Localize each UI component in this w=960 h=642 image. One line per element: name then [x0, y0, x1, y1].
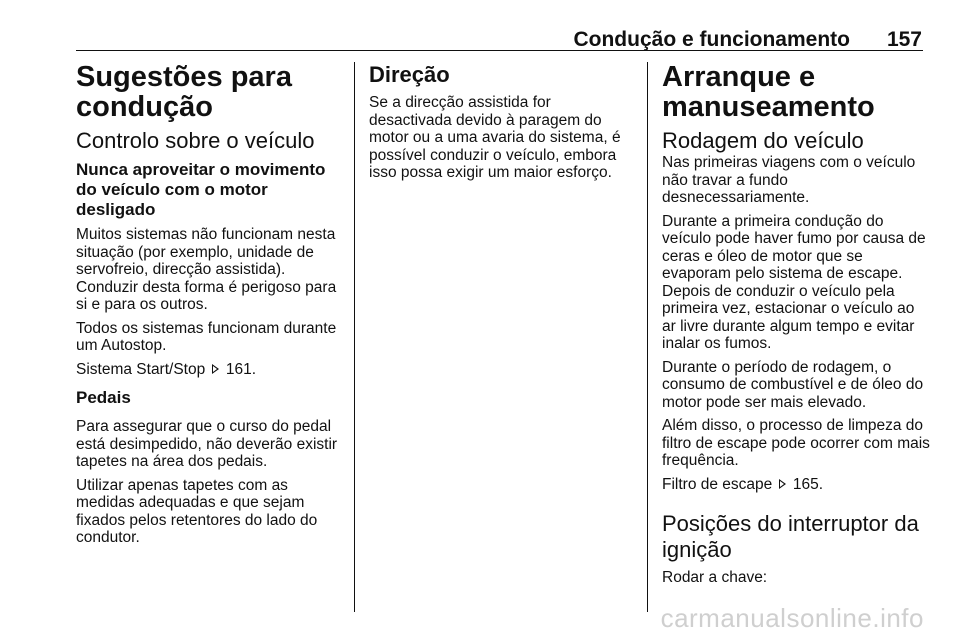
paragraph: Durante o período de rodagem, o consumo de combustível e de óleo do motor pode ser mais elevado. — [662, 358, 924, 411]
subsection-heading-control: Controlo sobre o veículo — [76, 128, 315, 153]
cross-reference — [76, 361, 342, 379]
paragraph: Rodar a chave: — [662, 569, 768, 586]
paragraph: Para assegurar que o curso do pedal está desimpedido, não deverão existir tapetes na área dos pedais. — [76, 418, 338, 470]
cross-reference-text: Filtro de escape — [662, 475, 773, 493]
page-reference-icon — [212, 364, 219, 374]
cross-reference-text: Sistema Start/Stop — [76, 360, 206, 378]
topic-heading-pedals: Pedais — [76, 388, 131, 407]
column-left — [76, 62, 342, 547]
cross-reference — [662, 476, 932, 494]
cross-reference-page: 165. — [792, 475, 824, 493]
paragraph: Todos os sistemas funcionam durante um Autostop. — [76, 319, 337, 354]
column-divider-left — [354, 62, 355, 612]
subsection-heading-ignition-positions: Posições do interruptor da ignição — [662, 511, 919, 562]
paragraph: Se a direcção assistida for desactivada devido à paragem do motor ou a uma avaria do sistema, é possível conduzir o veículo, embora isso possa exigir um maior esforço. — [369, 94, 621, 181]
column-right — [662, 62, 932, 587]
subsection-heading-running-in: Rodagem do veículo — [662, 128, 864, 153]
topic-heading-engine-off: Nunca aproveitar o movimento do veículo com o motor desligado — [76, 160, 326, 219]
paragraph: Utilizar apenas tapetes com as medidas adequadas e que sejam fixados pelos retentores do lado do condutor. — [76, 476, 318, 546]
paragraph: Além disso, o processo de limpeza do filtro de escape pode ocorrer com mais frequência. — [662, 417, 930, 469]
watermark-text: carmanualsonline.info — [660, 603, 924, 633]
column-divider-right — [647, 62, 648, 612]
topic-heading-steering: Direção — [369, 62, 450, 87]
paragraph: Nas primeiras viagens com o veículo não travar a fundo desnecessariamente. — [662, 154, 916, 206]
column-middle — [369, 62, 635, 182]
paragraph: Muitos sistemas não funcionam nesta situação (por exemplo, unidade de servofreio, direcção assistida). Conduzir desta forma é perigoso para si e para os outros. — [76, 226, 337, 313]
page-number: 157 — [886, 28, 922, 51]
running-header-title: Condução e funcionamento — [573, 28, 850, 51]
page-reference-icon — [779, 479, 786, 489]
section-heading-starting: Arranque e manuseamento — [662, 61, 875, 123]
section-heading-driving-hints: Sugestões para condução — [76, 61, 292, 123]
header-divider — [76, 50, 923, 51]
cross-reference-page: 161. — [225, 360, 257, 378]
paragraph: Durante a primeira condução do veículo pode haver fumo por causa de ceras e óleo de motor que se evaporam pelo sistema de escape. Depois de conduzir o veículo pela primeira vez, estacionar o veículo ao ar livre durante algum tempo e evitar inalar os fumos. — [662, 212, 926, 352]
